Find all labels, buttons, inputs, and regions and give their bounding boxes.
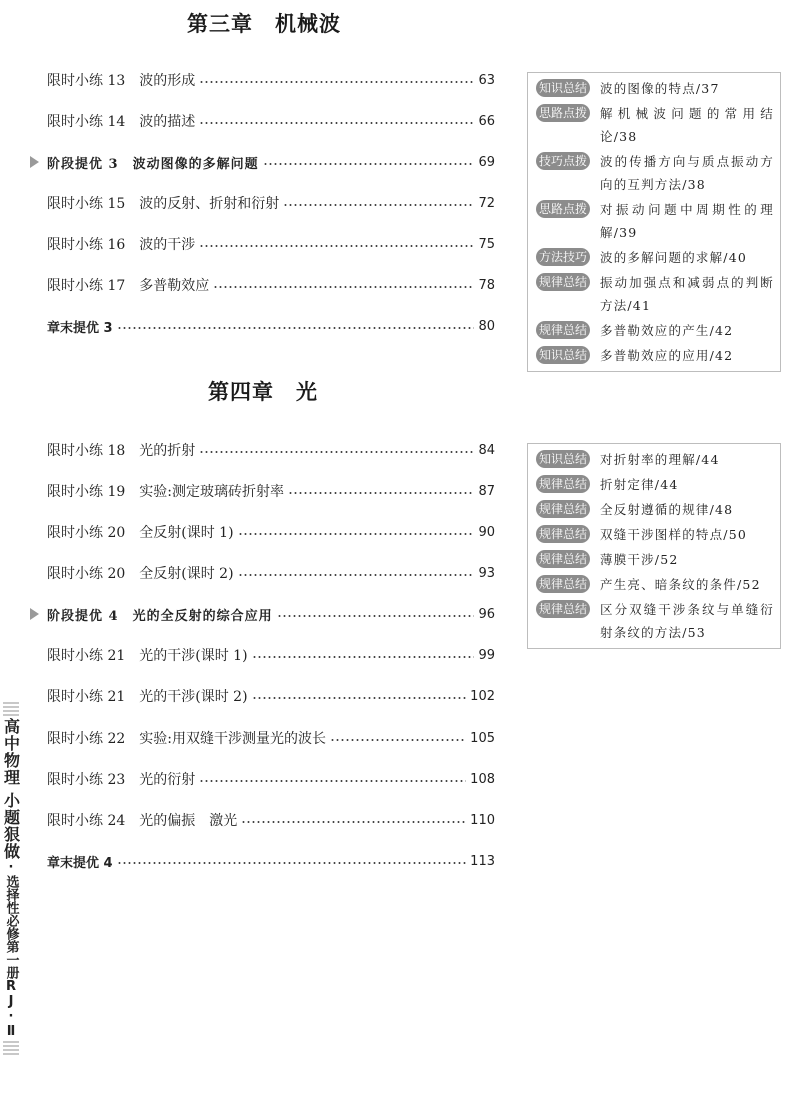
summary-text: 产生亮、暗条纹的条件/52 <box>600 577 761 592</box>
summary-text: 解机械波问题的常用结论/38 <box>600 106 774 144</box>
leader-dots <box>213 286 474 288</box>
chapter-4-title: 第四章 光 <box>208 380 318 404</box>
summary-text: 对折射率的理解/44 <box>600 452 720 467</box>
toc-entry-page: 102 <box>470 688 495 704</box>
toc-entry-label: 限时小练 15 波的反射、折射和衍射 <box>47 196 280 212</box>
toc-entry[interactable] <box>47 809 495 831</box>
summary-text: 波的图像的特点/37 <box>600 81 720 96</box>
toc-entry-label: 限时小练 18 光的折射 <box>47 443 196 459</box>
summary-text: 全反射遵循的规律/48 <box>600 502 734 517</box>
toc-entry[interactable] <box>47 69 495 91</box>
toc-entry-label: 章末提优 3 <box>47 320 113 336</box>
toc-entry-page: 110 <box>470 812 495 828</box>
triangle-marker-icon <box>30 156 39 168</box>
summary-tag: 规律总结 <box>536 525 590 543</box>
toc-entry[interactable] <box>47 480 495 502</box>
triangle-marker-icon <box>30 608 39 620</box>
summary-tag: 思路点拨 <box>536 200 590 218</box>
toc-entry-page: 69 <box>478 154 495 170</box>
summary-tag: 知识总结 <box>536 450 590 468</box>
summary-item <box>528 573 780 596</box>
summary-tag: 规律总结 <box>536 550 590 568</box>
toc-entry[interactable] <box>47 685 495 707</box>
toc-entry-page: 72 <box>478 195 495 211</box>
summary-tag: 规律总结 <box>536 500 590 518</box>
toc-entry-page: 108 <box>470 771 495 787</box>
toc-entry-page: 80 <box>478 318 495 334</box>
summary-tag: 规律总结 <box>536 600 590 618</box>
leader-dots <box>241 821 466 823</box>
toc-entry[interactable] <box>47 644 495 666</box>
summary-item <box>528 598 780 644</box>
leader-dots <box>199 81 474 83</box>
spine-subject: 高中物理 <box>1 718 21 786</box>
toc-entry-label: 限时小练 22 实验:用双缝干涉测量光的波长 <box>47 731 326 747</box>
leader-dots <box>117 327 475 329</box>
toc-entry-page: 90 <box>478 524 495 540</box>
toc-entry-label: 限时小练 23 光的衍射 <box>47 772 196 788</box>
summary-item <box>528 246 780 269</box>
toc-entry[interactable] <box>47 110 495 132</box>
leader-dots <box>330 739 466 741</box>
leader-dots <box>199 245 474 247</box>
toc-entry[interactable] <box>47 439 495 461</box>
chapter-3-title: 第三章 机械波 <box>187 12 341 36</box>
summary-text: 区分双缝干涉条纹与单缝衍射条纹的方法/53 <box>600 602 774 640</box>
spine-edition: ·选择性必修第一册 <box>3 860 19 979</box>
toc-entry-page: 96 <box>478 606 495 622</box>
toc-entry-page: 99 <box>478 647 495 663</box>
toc-entry-label: 限时小练 19 实验:测定玻璃砖折射率 <box>47 484 284 500</box>
toc-entry[interactable] <box>47 727 495 749</box>
leader-dots <box>263 163 475 165</box>
summary-tag: 思路点拨 <box>536 104 590 122</box>
summary-text: 多普勒效应的产生/42 <box>600 323 734 338</box>
toc-entry-label: 限时小练 16 波的干涉 <box>47 237 196 253</box>
toc-entry-label: 阶段提优 4 光的全反射的综合应用 <box>47 608 273 624</box>
chapter-4-summary-box <box>527 443 781 649</box>
spine-series: 小题狠做 <box>1 792 21 860</box>
summary-text: 对振动问题中周期性的理解/39 <box>600 202 774 240</box>
toc-entry-page: 93 <box>478 565 495 581</box>
summary-item <box>528 319 780 342</box>
summary-text: 波的传播方向与质点振动方向的互判方法/38 <box>600 154 774 192</box>
leader-dots <box>288 492 474 494</box>
summary-text: 双缝干涉图样的特点/50 <box>600 527 748 542</box>
toc-entry-label: 限时小练 20 全反射(课时 2) <box>47 566 234 582</box>
summary-item <box>528 102 780 148</box>
summary-tag: 技巧点拨 <box>536 152 590 170</box>
summary-tag: 方法技巧 <box>536 248 590 266</box>
leader-dots <box>252 656 475 658</box>
leader-dots <box>199 780 466 782</box>
summary-item <box>528 448 780 471</box>
toc-entry[interactable] <box>47 562 495 584</box>
spine-version: RJ·Ⅱ <box>3 979 19 1039</box>
summary-item <box>528 344 780 367</box>
toc-entry-page: 66 <box>478 113 495 129</box>
leader-dots <box>238 574 475 576</box>
toc-entry-label: 限时小练 20 全反射(课时 1) <box>47 525 234 541</box>
toc-entry[interactable] <box>47 192 495 214</box>
toc-entry[interactable] <box>47 233 495 255</box>
toc-entry-label: 限时小练 24 光的偏振 激光 <box>47 813 238 829</box>
toc-entry[interactable] <box>47 274 495 296</box>
toc-entry-label: 限时小练 21 光的干涉(课时 1) <box>47 648 248 664</box>
toc-entry-label: 限时小练 17 多普勒效应 <box>47 278 210 294</box>
toc-entry-label: 限时小练 14 波的描述 <box>47 114 196 130</box>
summary-text: 薄膜干涉/52 <box>600 552 679 567</box>
summary-item <box>528 523 780 546</box>
summary-tag: 知识总结 <box>536 346 590 364</box>
summary-item <box>528 77 780 100</box>
leader-dots <box>277 615 475 617</box>
toc-entry-stage[interactable] <box>30 603 495 625</box>
toc-entry-page: 87 <box>478 483 495 499</box>
toc-entry-stage[interactable] <box>30 151 495 173</box>
toc-entry-page: 113 <box>470 853 495 869</box>
summary-text: 振动加强点和减弱点的判断方法/41 <box>600 275 774 313</box>
summary-item <box>528 271 780 317</box>
summary-text: 多普勒效应的应用/42 <box>600 348 734 363</box>
spine-bars-top <box>3 702 19 716</box>
summary-tag: 规律总结 <box>536 475 590 493</box>
book-spine <box>0 700 22 1057</box>
toc-entry-page: 84 <box>478 442 495 458</box>
toc-entry[interactable] <box>47 521 495 543</box>
toc-entry-page: 78 <box>478 277 495 293</box>
leader-dots <box>238 533 475 535</box>
spine-bars-bottom <box>3 1041 19 1055</box>
summary-item <box>528 473 780 496</box>
leader-dots <box>117 862 467 864</box>
toc-entry[interactable] <box>47 768 495 790</box>
toc-entry-page: 63 <box>478 72 495 88</box>
toc-entry-chapter-end[interactable] <box>47 850 495 872</box>
leader-dots <box>283 204 474 206</box>
summary-text: 折射定律/44 <box>600 477 679 492</box>
summary-text: 波的多解问题的求解/40 <box>600 250 748 265</box>
toc-entry-label: 限时小练 21 光的干涉(课时 2) <box>47 689 248 705</box>
toc-entry-label: 阶段提优 3 波动图像的多解问题 <box>47 156 259 172</box>
summary-item <box>528 198 780 244</box>
toc-entry-label: 限时小练 13 波的形成 <box>47 73 196 89</box>
leader-dots <box>199 451 474 453</box>
toc-entry-chapter-end[interactable] <box>47 315 495 337</box>
chapter-3-summary-box <box>527 72 781 372</box>
toc-entry-page: 75 <box>478 236 495 252</box>
summary-item <box>528 548 780 571</box>
summary-item <box>528 150 780 196</box>
summary-tag: 知识总结 <box>536 79 590 97</box>
toc-entry-label: 章末提优 4 <box>47 855 113 871</box>
summary-tag: 规律总结 <box>536 273 590 291</box>
summary-item <box>528 498 780 521</box>
toc-entry-page: 105 <box>470 730 495 746</box>
summary-tag: 规律总结 <box>536 575 590 593</box>
leader-dots <box>199 122 474 124</box>
summary-tag: 规律总结 <box>536 321 590 339</box>
leader-dots <box>252 697 467 699</box>
